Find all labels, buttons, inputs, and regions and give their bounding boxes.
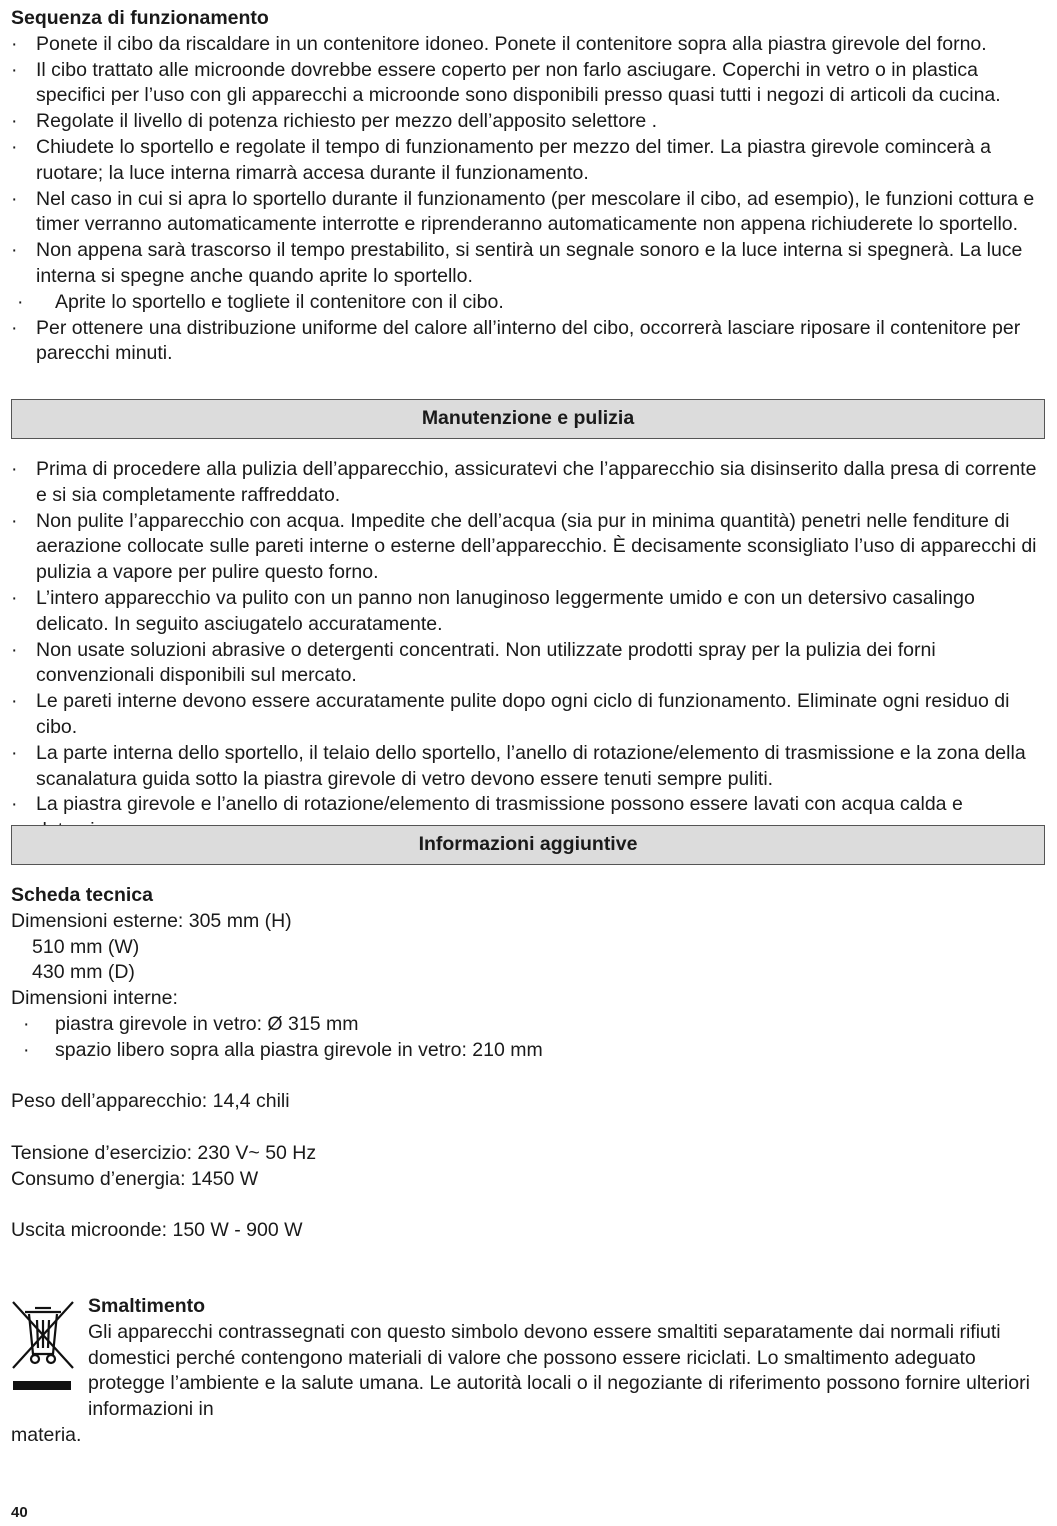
weight-spec: Peso dell’apparecchio: 14,4 chili <box>11 1090 290 1113</box>
bullet-dot: · <box>11 58 18 81</box>
list-item: · piastra girevole in vetro: Ø 315 mm <box>0 1012 1057 1038</box>
bullet-dot: · <box>11 316 18 339</box>
bullet-dot: · <box>11 690 18 713</box>
specs-section <box>0 883 1057 1244</box>
list-item: · Le pareti interne devono essere accuratamente pulite dopo ogni ciclo di funzionamento. Eliminate ogni residuo di cibo. <box>11 690 1010 738</box>
disposal-text: Gli apparecchi contrassegnati con questo simbolo devono essere smaltiti separatamente dai normali rifiuti domestici perché contengono materiali di valore che possono essere riciclati. Lo smaltimento adeguato protegge l’ambiente e la salute umana. Le autorità locali o il negoziante di riferimento possono fornire ulteriori informazioni in <box>88 1320 1030 1421</box>
bullet-dot: · <box>11 793 18 816</box>
bullet-dot: · <box>11 509 18 532</box>
list-item: · La piastra girevole e l’anello di rotazione/elemento di trasmissione possono essere lavati con acqua calda e <box>0 792 1057 844</box>
bullet-dot: · <box>11 638 18 661</box>
power-spec: Consumo d’energia: 1450 W <box>11 1167 259 1190</box>
list-item: · Non pulite l’apparecchio con acqua. Impedite che dell’acqua (sia pur in minima quantità) penetri nelle fenditure di aerazione collocate sulle pareti interne o esterne dell’apparecchio. È decisamente sconsigliato l’uso di apparecchi di pulizia a vapore per pulire questo forno. <box>11 509 1037 584</box>
additional-header-bar: Informazioni aggiuntive <box>11 825 1045 865</box>
operation-section <box>0 6 1057 367</box>
list-item: · Chiudete lo sportello e regolate il tempo di funzionamento per mezzo del timer. La piastra girevole comincerà a ruotare; la luce interna rimarrà accesa durante il funzionamento. <box>11 135 991 184</box>
bullet-dot: · <box>11 458 18 480</box>
list-item: · La parte interna dello sportello, il telaio dello sportello, l’anello di rotazione/elemento di trasmissione e la zona della scanalatura guida sotto la piastra girevole di vetro devono essere tenuti sempre puliti. <box>11 741 1026 790</box>
external-dimensions-h: Dimensioni esterne: 305 mm (H) <box>11 909 292 932</box>
bullet-dot: · <box>11 110 18 133</box>
list-item: · Nel caso in cui si apra lo sportello durante il funzionamento (per mescolare il cibo, ad esempio), le funzioni cottura e timer verranno automaticamente interrotte e riprenderanno automaticamente non appena richiuderete lo sportello. <box>11 187 1035 236</box>
list-item: · L’intero apparecchio va pulito con un panno non lanuginoso leggermente umido e con un detersivo casalingo delicato. In seguito asciugatelo accuratamente. <box>11 586 975 635</box>
maintenance-header-bar: Manutenzione e pulizia <box>11 399 1045 439</box>
bullet-dot: · <box>11 586 18 609</box>
external-dimensions-w: 510 mm (W) <box>32 935 140 958</box>
list-item: · Ponete il cibo da riscaldare in un contenitore idoneo. Ponete il contenitore sopra alla piastra girevole del forno. <box>0 32 1057 58</box>
specs-title: Scheda tecnica <box>11 884 153 906</box>
list-item: · spazio libero sopra alla piastra girevole in vetro: 210 mm <box>0 1038 1057 1064</box>
output-spec: Uscita microonde: 150 W - 900 W <box>11 1219 303 1242</box>
internal-dimensions-label: Dimensioni interne: <box>11 987 178 1010</box>
bullet-dot: · <box>11 741 18 764</box>
bullet-dot: · <box>11 135 18 158</box>
list-item: · Prima di procedere alla pulizia dell’apparecchio, assicuratevi che l’apparecchio sia disinserito dalla presa di corrente e si sia completamente raffreddato. <box>11 458 1037 506</box>
list-item: · Non appena sarà trascorso il tempo prestabilito, si sentirà un segnale sonoro e la luce interna si spegnerà. La luce interna si spegne anche quando aprite lo sportello. <box>11 239 1023 287</box>
internal-dimensions-list <box>0 1012 1057 1064</box>
disposal-title: Smaltimento <box>88 1295 206 1317</box>
bullet-dot: · <box>23 1012 30 1035</box>
disposal-section <box>0 1294 1050 1449</box>
voltage-spec: Tensione d’esercizio: 230 V~ 50 Hz <box>11 1141 317 1164</box>
bullet-dot: · <box>11 239 18 262</box>
bullet-dot: · <box>23 1038 30 1061</box>
bullet-dot: · <box>11 187 18 210</box>
list-item: · Regolate il livello di potenza richiesto per mezzo dell’apposito selettore . <box>0 109 1057 135</box>
operation-title: Sequenza di funzionamento <box>11 7 269 29</box>
page-number: 40 <box>11 1504 28 1521</box>
maintenance-list <box>0 457 1057 844</box>
list-item: · Aprite lo sportello e togliete il contenitore con il cibo. <box>0 290 1057 316</box>
list-item: · Per ottenere una distribuzione uniforme del calore all’interno del cibo, occorrerà lasciare riposare il contenitore per parecchi minuti. <box>11 316 1021 365</box>
list-item: · Il cibo trattato alle microonde dovrebbe essere coperto per non farlo asciugare. Coperchi in vetro o in plastica specifici per l’uso con gli apparecchi a microonde sono disponibili presso quasi tutti i negozi di articoli da cucina. <box>11 58 1001 107</box>
disposal-text-end: materia. <box>11 1423 82 1446</box>
bullet-dot: · <box>17 290 24 313</box>
operation-list <box>0 32 1057 367</box>
bullet-dot: · <box>11 32 18 55</box>
external-dimensions-d: 430 mm (D) <box>32 961 135 984</box>
list-item: · Non usate soluzioni abrasive o detergenti concentrati. Non utilizzate prodotti spray per la pulizia dei forni convenzionali disponibili sul mercato. <box>11 638 936 687</box>
maintenance-section <box>0 457 1057 844</box>
